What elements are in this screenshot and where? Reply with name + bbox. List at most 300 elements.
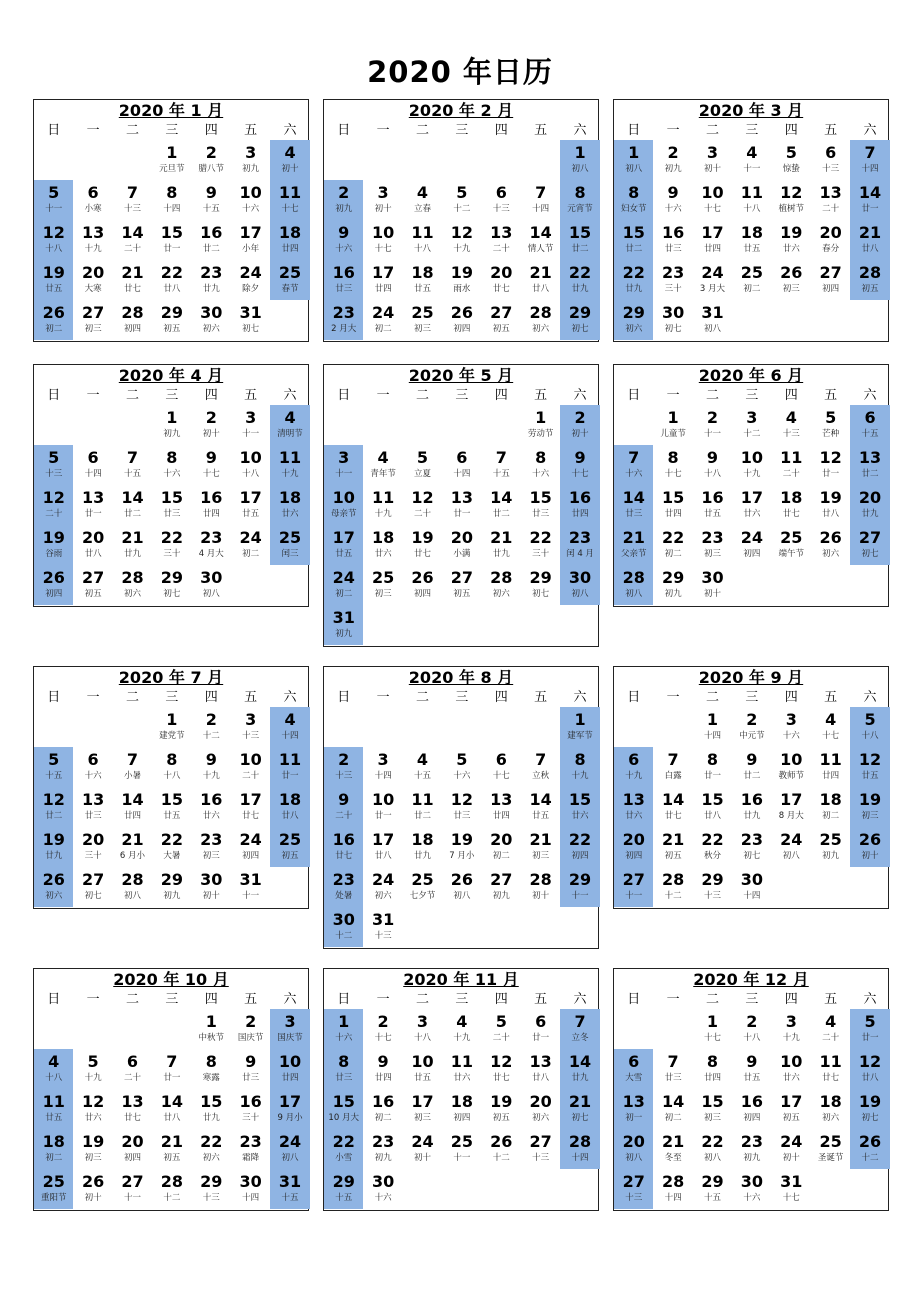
day-cell bbox=[363, 1169, 402, 1209]
weekday-label: 五 bbox=[534, 123, 548, 138]
lunar-label: 十六 bbox=[163, 469, 181, 479]
lunar-label: 初五 bbox=[782, 1113, 800, 1123]
day-number: 4 bbox=[284, 710, 296, 729]
day-cell bbox=[403, 260, 442, 300]
day-number: 24 bbox=[239, 830, 262, 849]
lunar-label: 廿三 bbox=[664, 1073, 682, 1083]
lunar-label: 教师节 bbox=[778, 771, 805, 781]
day-cell bbox=[324, 867, 363, 907]
day-number: 20 bbox=[858, 488, 882, 507]
lunar-label: 十三 bbox=[45, 469, 63, 479]
day-cell bbox=[732, 1009, 771, 1049]
day-number: 23 bbox=[200, 528, 223, 547]
empty-cell bbox=[732, 300, 771, 340]
day-number: 2 bbox=[205, 143, 217, 162]
lunar-label: 十八 bbox=[703, 469, 721, 479]
day-cell bbox=[772, 140, 811, 180]
lunar-label: 初九 bbox=[822, 851, 840, 861]
lunar-label: 十四 bbox=[374, 771, 392, 781]
day-number: 19 bbox=[858, 1092, 882, 1111]
day-number: 9 bbox=[377, 1052, 389, 1071]
day-number: 25 bbox=[411, 870, 434, 889]
day-number: 10 bbox=[701, 183, 724, 202]
lunar-label: 初八 bbox=[571, 589, 589, 599]
lunar-label: 十二 bbox=[743, 429, 761, 439]
weekday-label: 日 bbox=[337, 992, 351, 1007]
lunar-label: 十二 bbox=[335, 931, 353, 941]
day-number: 6 bbox=[864, 408, 876, 427]
day-cell bbox=[73, 525, 112, 565]
week-row bbox=[614, 140, 888, 180]
empty-cell bbox=[324, 140, 363, 180]
lunar-label: 十七 bbox=[822, 731, 840, 741]
day-cell bbox=[363, 180, 402, 220]
lunar-label: 初四 bbox=[571, 851, 589, 861]
empty-cell bbox=[324, 707, 363, 747]
lunar-label: 9 月小 bbox=[277, 1113, 303, 1123]
day-number: 8 bbox=[338, 1052, 350, 1071]
day-number: 28 bbox=[529, 303, 552, 322]
lunar-label: 廿四 bbox=[202, 509, 220, 519]
day-number: 30 bbox=[701, 568, 724, 587]
day-cell bbox=[521, 220, 560, 260]
day-cell bbox=[521, 525, 560, 565]
day-number: 30 bbox=[200, 303, 223, 322]
day-cell bbox=[614, 787, 653, 827]
lunar-label: 小年 bbox=[242, 244, 260, 254]
empty-cell bbox=[442, 907, 481, 947]
day-number: 11 bbox=[371, 488, 395, 507]
week-row bbox=[614, 867, 888, 907]
day-number: 5 bbox=[416, 448, 429, 467]
day-number: 27 bbox=[81, 870, 105, 889]
week-row bbox=[324, 1049, 598, 1089]
day-cell bbox=[270, 525, 309, 565]
day-cell bbox=[73, 220, 112, 260]
weekday-label: 四 bbox=[204, 992, 218, 1007]
day-cell bbox=[34, 787, 73, 827]
day-cell bbox=[442, 565, 481, 605]
lunar-label: 初七 bbox=[84, 891, 102, 901]
day-cell bbox=[521, 1089, 560, 1129]
day-number: 10 bbox=[239, 448, 262, 467]
lunar-label: 三十 bbox=[163, 549, 181, 559]
day-cell bbox=[772, 1009, 811, 1049]
empty-cell bbox=[811, 1169, 850, 1209]
day-number: 16 bbox=[701, 488, 724, 507]
day-cell bbox=[34, 485, 73, 525]
day-number: 21 bbox=[529, 830, 552, 849]
lunar-label: 十九 bbox=[374, 509, 392, 519]
lunar-label: 十六 bbox=[242, 204, 260, 214]
day-cell bbox=[560, 140, 599, 180]
day-number: 19 bbox=[81, 1132, 105, 1151]
day-cell bbox=[34, 565, 73, 605]
day-number: 21 bbox=[160, 1132, 183, 1151]
day-number: 13 bbox=[819, 183, 842, 202]
day-number: 26 bbox=[780, 263, 803, 282]
day-cell bbox=[34, 300, 73, 340]
day-number: 15 bbox=[568, 790, 592, 809]
day-cell bbox=[693, 827, 732, 867]
lunar-label: 二十 bbox=[123, 1073, 141, 1083]
day-number: 26 bbox=[858, 830, 882, 849]
lunar-label: 十四 bbox=[743, 891, 761, 901]
day-number: 21 bbox=[661, 830, 685, 849]
empty-cell bbox=[73, 707, 112, 747]
day-cell bbox=[231, 1009, 270, 1049]
week-row bbox=[34, 1129, 308, 1169]
lunar-label: 十五 bbox=[202, 204, 220, 214]
lunar-label: 廿五 bbox=[163, 811, 181, 821]
week-row bbox=[324, 605, 598, 645]
empty-cell bbox=[614, 1009, 653, 1049]
day-number: 28 bbox=[121, 303, 144, 322]
lunar-label: 青年节 bbox=[370, 469, 396, 479]
empty-cell bbox=[653, 1009, 692, 1049]
week-row bbox=[614, 707, 888, 747]
weekday-label: 三 bbox=[745, 992, 759, 1007]
day-cell bbox=[521, 445, 560, 485]
day-cell bbox=[772, 180, 811, 220]
day-cell bbox=[811, 1009, 850, 1049]
lunar-label: 芒种 bbox=[822, 429, 840, 439]
day-number: 30 bbox=[740, 1172, 763, 1191]
lunar-label: 建党节 bbox=[159, 731, 185, 741]
lunar-label: 二十 bbox=[822, 1033, 840, 1043]
day-cell bbox=[34, 1169, 73, 1209]
lunar-label: 十一 bbox=[335, 469, 353, 479]
empty-cell bbox=[73, 140, 112, 180]
week-row bbox=[34, 525, 308, 565]
day-cell bbox=[192, 405, 231, 445]
weekday-header bbox=[324, 990, 598, 1009]
day-number: 17 bbox=[371, 830, 395, 849]
day-cell bbox=[363, 485, 402, 525]
empty-cell bbox=[34, 140, 73, 180]
lunar-label: 初三 bbox=[703, 1113, 721, 1123]
day-number: 22 bbox=[160, 528, 183, 547]
lunar-label: 初二 bbox=[242, 549, 260, 559]
day-cell bbox=[850, 1049, 889, 1089]
day-cell bbox=[231, 445, 270, 485]
lunar-label: 十三 bbox=[123, 204, 141, 214]
lunar-label: 重阳节 bbox=[40, 1193, 67, 1203]
day-cell bbox=[811, 787, 850, 827]
day-number: 11 bbox=[278, 183, 302, 202]
day-number: 28 bbox=[661, 1172, 685, 1191]
day-number: 2 bbox=[574, 408, 586, 427]
day-number: 31 bbox=[332, 608, 355, 627]
weekday-label: 五 bbox=[244, 123, 258, 138]
lunar-label: 廿三 bbox=[335, 1073, 353, 1083]
lunar-label: 廿二 bbox=[492, 509, 510, 519]
lunar-label: 十九 bbox=[84, 1073, 102, 1083]
day-cell bbox=[850, 445, 889, 485]
lunar-label: 初七 bbox=[861, 549, 879, 559]
day-number: 12 bbox=[81, 1092, 105, 1111]
empty-cell bbox=[482, 707, 521, 747]
day-cell bbox=[403, 445, 442, 485]
empty-cell bbox=[113, 405, 152, 445]
day-number: 2 bbox=[746, 710, 758, 729]
week-row bbox=[324, 1129, 598, 1169]
day-cell bbox=[442, 445, 481, 485]
day-cell bbox=[772, 1129, 811, 1169]
lunar-label: 初五 bbox=[861, 284, 879, 294]
day-cell bbox=[614, 260, 653, 300]
week-row bbox=[614, 787, 888, 827]
day-number: 7 bbox=[535, 750, 547, 769]
weekday-label: 五 bbox=[534, 992, 548, 1007]
day-number: 14 bbox=[529, 790, 552, 809]
day-cell bbox=[231, 1089, 270, 1129]
day-number: 15 bbox=[160, 488, 183, 507]
weekday-label: 二 bbox=[415, 992, 429, 1007]
day-cell bbox=[693, 220, 732, 260]
day-number: 4 bbox=[456, 1012, 468, 1031]
day-cell bbox=[811, 140, 850, 180]
day-number: 6 bbox=[495, 750, 507, 769]
month-title bbox=[614, 667, 888, 688]
lunar-label: 廿二 bbox=[571, 244, 589, 254]
day-number: 11 bbox=[278, 750, 302, 769]
day-number: 20 bbox=[622, 1132, 645, 1151]
day-cell bbox=[192, 867, 231, 907]
day-number: 14 bbox=[121, 790, 144, 809]
day-number: 15 bbox=[200, 1092, 223, 1111]
day-cell bbox=[614, 1089, 653, 1129]
lunar-label: 十四 bbox=[532, 204, 550, 214]
lunar-label: 廿七 bbox=[413, 549, 431, 559]
day-number: 22 bbox=[529, 528, 552, 547]
week-row bbox=[614, 180, 888, 220]
day-cell bbox=[850, 485, 889, 525]
lunar-label: 十四 bbox=[861, 164, 879, 174]
day-number: 22 bbox=[568, 830, 592, 849]
month-block bbox=[33, 666, 309, 909]
day-number: 4 bbox=[416, 183, 429, 202]
day-cell bbox=[772, 405, 811, 445]
lunar-label: 十九 bbox=[571, 771, 589, 781]
day-number: 13 bbox=[490, 223, 513, 242]
day-number: 6 bbox=[825, 143, 837, 162]
lunar-label: 初五 bbox=[281, 851, 299, 861]
empty-cell bbox=[614, 405, 653, 445]
week-row bbox=[34, 405, 308, 445]
day-number: 4 bbox=[284, 408, 296, 427]
lunar-label: 廿三 bbox=[242, 1073, 260, 1083]
day-cell bbox=[693, 525, 732, 565]
day-cell bbox=[653, 300, 692, 340]
lunar-label: 十四 bbox=[84, 469, 102, 479]
day-number: 19 bbox=[42, 263, 65, 282]
lunar-label: 秋分 bbox=[703, 851, 721, 861]
lunar-label: 初九 bbox=[664, 164, 682, 174]
day-cell bbox=[693, 180, 732, 220]
day-cell bbox=[560, 525, 599, 565]
day-number: 16 bbox=[740, 790, 763, 809]
day-number: 5 bbox=[864, 1012, 876, 1031]
lunar-label: 十一 bbox=[743, 164, 761, 174]
day-number: 19 bbox=[780, 223, 803, 242]
day-cell bbox=[403, 1089, 442, 1129]
day-number: 8 bbox=[667, 448, 679, 467]
day-number: 8 bbox=[166, 183, 178, 202]
day-cell bbox=[442, 220, 481, 260]
lunar-label: 闰三 bbox=[281, 549, 299, 559]
lunar-label: 十九 bbox=[625, 771, 643, 781]
lunar-label: 廿六 bbox=[571, 811, 589, 821]
day-cell bbox=[693, 485, 732, 525]
weekday-label: 一 bbox=[376, 388, 390, 403]
day-cell bbox=[192, 180, 231, 220]
day-number: 20 bbox=[529, 1092, 552, 1111]
lunar-label: 廿二 bbox=[45, 811, 63, 821]
day-number: 9 bbox=[205, 750, 217, 769]
weekday-label: 一 bbox=[376, 123, 390, 138]
week-row bbox=[34, 220, 308, 260]
day-cell bbox=[614, 180, 653, 220]
lunar-label: 廿三 bbox=[453, 811, 471, 821]
weekday-label: 五 bbox=[824, 388, 838, 403]
day-number: 1 bbox=[338, 1012, 350, 1031]
day-number: 2 bbox=[338, 750, 350, 769]
lunar-label: 廿三 bbox=[532, 509, 550, 519]
day-number: 18 bbox=[819, 790, 842, 809]
day-cell bbox=[152, 405, 191, 445]
lunar-label: 初三 bbox=[202, 851, 220, 861]
lunar-label: 二十 bbox=[822, 204, 840, 214]
day-cell bbox=[732, 1169, 771, 1209]
day-cell bbox=[231, 180, 270, 220]
week-row bbox=[324, 867, 598, 907]
day-number: 7 bbox=[667, 750, 679, 769]
day-cell bbox=[363, 220, 402, 260]
day-number: 31 bbox=[780, 1172, 803, 1191]
day-number: 23 bbox=[332, 303, 355, 322]
day-cell bbox=[403, 565, 442, 605]
day-number: 17 bbox=[411, 1092, 434, 1111]
day-cell bbox=[693, 1009, 732, 1049]
day-cell bbox=[653, 1129, 692, 1169]
day-number: 21 bbox=[622, 528, 645, 547]
day-number: 23 bbox=[200, 263, 223, 282]
empty-cell bbox=[403, 1169, 442, 1209]
weekday-label: 四 bbox=[204, 690, 218, 705]
day-number: 17 bbox=[740, 488, 763, 507]
month-block bbox=[33, 364, 309, 607]
day-number: 5 bbox=[48, 448, 60, 467]
day-number: 29 bbox=[622, 303, 645, 322]
day-cell bbox=[363, 747, 402, 787]
day-cell bbox=[521, 1009, 560, 1049]
day-cell bbox=[811, 445, 850, 485]
lunar-label: 初八 bbox=[281, 1153, 299, 1163]
lunar-label: 初三 bbox=[782, 284, 800, 294]
day-number: 19 bbox=[42, 830, 65, 849]
weekday-header bbox=[614, 688, 888, 707]
day-cell bbox=[192, 1089, 231, 1129]
day-cell bbox=[850, 1129, 889, 1169]
lunar-label: 廿七 bbox=[123, 1113, 141, 1123]
lunar-label: 初十 bbox=[703, 164, 721, 174]
day-cell bbox=[811, 180, 850, 220]
lunar-label: 十四 bbox=[163, 204, 181, 214]
day-cell bbox=[560, 260, 599, 300]
lunar-label: 廿八 bbox=[822, 509, 840, 519]
day-cell bbox=[614, 140, 653, 180]
lunar-label: 廿五 bbox=[413, 284, 431, 294]
day-cell bbox=[521, 1049, 560, 1089]
lunar-label: 廿一 bbox=[374, 811, 392, 821]
day-cell bbox=[560, 827, 599, 867]
day-number: 26 bbox=[42, 568, 65, 587]
day-number: 6 bbox=[456, 448, 468, 467]
lunar-label: 廿六 bbox=[625, 811, 643, 821]
week-row bbox=[34, 1049, 308, 1089]
day-cell bbox=[270, 485, 309, 525]
day-number: 23 bbox=[740, 830, 763, 849]
day-number: 1 bbox=[628, 143, 640, 162]
empty-cell bbox=[363, 605, 402, 645]
day-number: 28 bbox=[622, 568, 645, 587]
lunar-label: 廿六 bbox=[281, 509, 299, 519]
day-number: 21 bbox=[858, 223, 882, 242]
day-number: 25 bbox=[450, 1132, 473, 1151]
day-number: 14 bbox=[661, 1092, 685, 1111]
day-number: 10 bbox=[740, 448, 763, 467]
lunar-label: 初三 bbox=[413, 324, 431, 334]
week-row bbox=[34, 565, 308, 605]
lunar-label: 初六 bbox=[532, 324, 550, 334]
day-number: 19 bbox=[490, 1092, 513, 1111]
day-number: 25 bbox=[740, 263, 763, 282]
day-cell bbox=[403, 220, 442, 260]
lunar-label: 十七 bbox=[571, 469, 589, 479]
day-cell bbox=[693, 300, 732, 340]
lunar-label: 廿二 bbox=[625, 244, 643, 254]
day-cell bbox=[521, 485, 560, 525]
lunar-label: 二十 bbox=[242, 771, 260, 781]
lunar-label: 廿四 bbox=[492, 811, 510, 821]
day-number: 26 bbox=[450, 303, 473, 322]
day-number: 8 bbox=[706, 1052, 719, 1071]
day-number: 9 bbox=[667, 183, 679, 202]
day-cell bbox=[850, 707, 889, 747]
weekday-label: 一 bbox=[86, 123, 100, 138]
day-number: 2 bbox=[377, 1012, 389, 1031]
day-cell bbox=[270, 707, 309, 747]
lunar-label: 腊八节 bbox=[198, 164, 225, 174]
lunar-label: 廿七 bbox=[123, 284, 141, 294]
lunar-label: 廿八 bbox=[84, 549, 102, 559]
day-cell bbox=[772, 787, 811, 827]
lunar-label: 初十 bbox=[374, 204, 392, 214]
day-cell bbox=[324, 565, 363, 605]
empty-cell bbox=[850, 867, 889, 907]
day-number: 13 bbox=[81, 488, 105, 507]
lunar-label: 初七 bbox=[571, 324, 589, 334]
week-row bbox=[614, 445, 888, 485]
day-cell bbox=[560, 180, 599, 220]
day-cell bbox=[192, 1129, 231, 1169]
day-cell bbox=[192, 485, 231, 525]
day-cell bbox=[363, 1129, 402, 1169]
lunar-label: 十三 bbox=[822, 164, 840, 174]
empty-cell bbox=[482, 405, 521, 445]
day-number: 25 bbox=[42, 1172, 65, 1191]
